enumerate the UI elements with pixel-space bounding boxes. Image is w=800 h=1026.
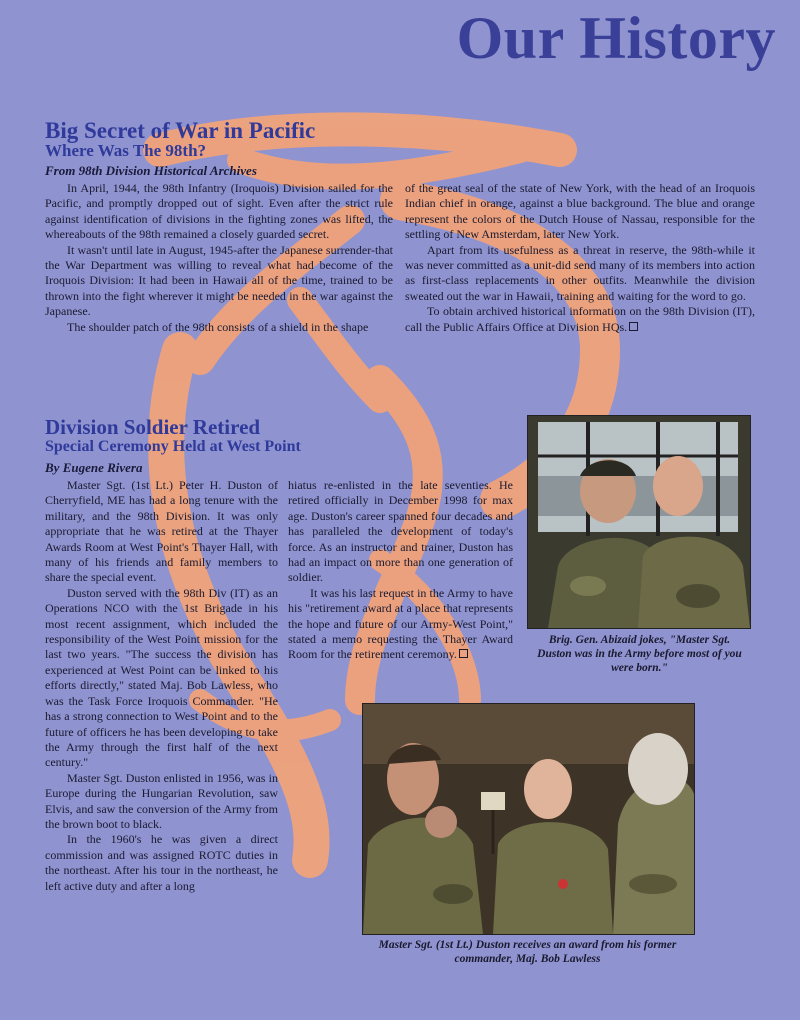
article2-middle-column [288, 478, 513, 663]
article1-byline: From 98th Division Historical Archives [45, 163, 257, 178]
article2-left-column [45, 478, 278, 894]
article1-paragraph: It wasn't until late in August, 1945-after the Japanese surrender-that the War Department was willing to reveal what had become of the Iroquois Division: It had been in Hawaii all of the time, trained to be thrown into the fight wherever it might be needed in the war against the Japanese. [45, 242, 393, 319]
end-mark-icon [459, 649, 468, 658]
photo-caption-abizaid: Brig. Gen. Abizaid jokes, "Master Sgt. Duston was in the Army before most of you were born." [537, 634, 742, 674]
masthead-title: Our History [456, 5, 776, 71]
article2-byline: By Eugene Rivera [45, 460, 143, 475]
article2-headline: Division Soldier Retired [45, 415, 261, 439]
article2-closing-text: It was his last request in the Army to have his "retirement award at a place that represents the hope and future of our Army-West Point," stated a memo requesting the Thayer Award Room for the retirement ceremony. [288, 585, 513, 662]
article1-paragraph: of the great seal of the state of New York, with the head of an Iroquois Indian chief in orange, against a blue background. The blue and orange represent the colors of the Dutch House of Nassau, responsible for the settling of New Amsterdam, later New York. [405, 181, 755, 242]
article2-paragraph: hiatus re-enlisted in the late seventies. He retired officially in December 1998 for max age. Duston's career spanned four decades and has paralleled the development of today's force. As an instructor and trainer, Duston has had an impact on more than one generation of soldier. [288, 478, 513, 585]
end-mark-icon [629, 322, 638, 331]
article2-paragraph: Duston served with the 98th Div (IT) as an Operations NCO with the 1st Brigade in his most recent assignment, which included the responsibility of the West Point mission for the last two years. "The success the division has experienced at West Point can be linked to his efforts directly," stated Maj. Bob Lawless, who was the Task Force Iroquois Commander. "He has a strong connection to West Point and to the future of officers he has been developing to take the Army through the first half of the next century." [45, 585, 278, 770]
article1-headline: Big Secret of War in Pacific [45, 118, 316, 143]
article2-paragraph: Master Sgt. Duston enlisted in 1956, was in Europe during the Hungarian Revolution, saw Elvis, and saw the conversion of the Army from the brown boot to black. [45, 770, 278, 831]
article1-right-column [405, 181, 755, 335]
photo-abizaid-duston [527, 415, 751, 629]
article1-paragraph: In April, 1944, the 98th Infantry (Iroquois) Division sailed for the Pacific, and promptly dropped out of sight. Even after the strict rule against identification of divisions in the fighting zones was lifted, the whereabouts of the 98th remained a closely guarded secret. [45, 181, 393, 242]
article2-paragraph: In the 1960's he was given a direct commission and was assigned ROTC duties in the northeast. After his tour in the northeast, he left active duty and after a long [45, 832, 278, 893]
article1-paragraph: The shoulder patch of the 98th consists of a shield in the shape [67, 319, 369, 334]
article2-subheadline: Special Ceremony Held at West Point [45, 438, 301, 455]
photo-caption-award: Master Sgt. (1st Lt.) Duston receives an award from his former commander, Maj. Bob Lawless [378, 939, 677, 965]
article2-paragraph [288, 586, 513, 663]
article1-paragraph [405, 304, 755, 335]
photo-award-presentation [362, 703, 695, 935]
article1-left-column [45, 181, 393, 335]
article1-paragraph: Apart from its usefulness as a threat in reserve, the 98th-while it was never committed as a unit-did send many of its members into action as first-class replacements in other outfits. Meanwhile the division sweated out the war in Hawaii, training and waiting for the word to go. [405, 242, 755, 303]
article1-closing-text: To obtain archived historical information on the 98th Division (IT), call the Public Affairs Office at Division HQs. [405, 304, 755, 334]
article1-subheadline: Where Was The 98th? [45, 141, 207, 160]
article2-paragraph: Master Sgt. (1st Lt.) Peter H. Duston of Cherryfield, ME has had a long tenure with the military, and the 98th Division. It was only appropriate that he was retired at the Thayer Awards Room at West Point's Thayer Hall, with many of his friends and family members to share the special event. [45, 478, 278, 585]
